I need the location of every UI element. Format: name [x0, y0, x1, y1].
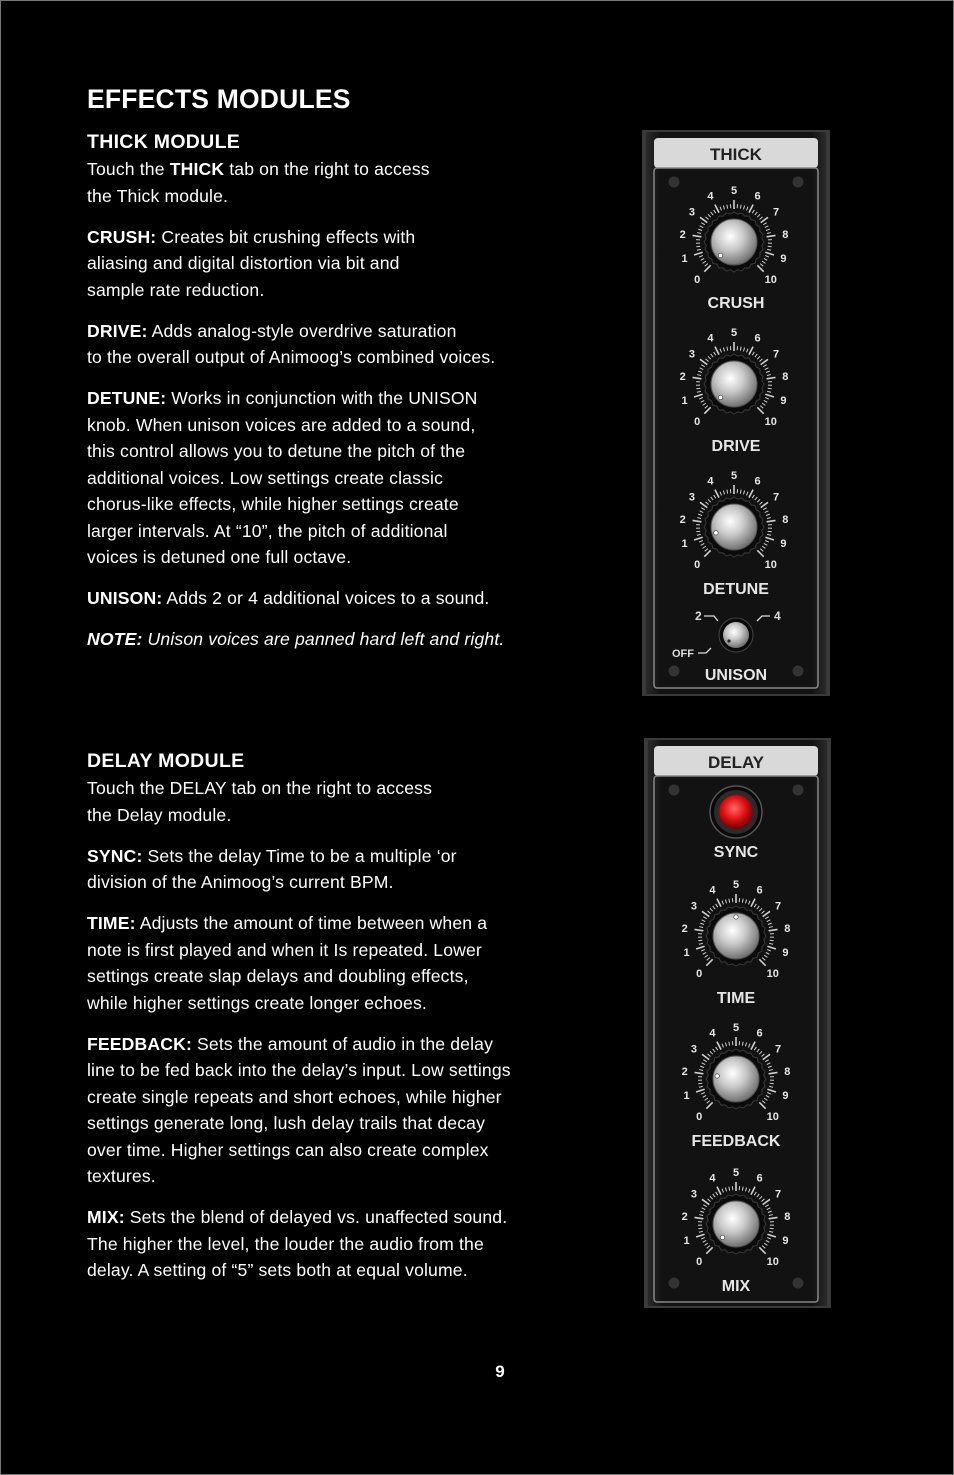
- unison-label: UNISON:: [87, 588, 163, 608]
- knob-scale-label: 10: [764, 415, 777, 428]
- knob-scale-label: 6: [756, 1027, 763, 1040]
- knob-minor-tick: [768, 246, 772, 247]
- thick-tab-label: THICK: [710, 145, 762, 164]
- knob-cap: [713, 1056, 759, 1102]
- thick-intro: [87, 156, 617, 209]
- knob-scale-label: 2: [679, 513, 686, 526]
- knob-scale-label: 1: [683, 1235, 690, 1248]
- knob-cap: [711, 361, 757, 407]
- drive-description: [87, 318, 617, 371]
- knob-scale-label: 0: [694, 415, 701, 428]
- knob-scale-label: 10: [764, 558, 777, 571]
- knob-scale-label: 3: [688, 491, 695, 504]
- feedback-description: [87, 1031, 617, 1190]
- mix-knob-label: MIX: [721, 1278, 751, 1295]
- delay-section: [87, 750, 617, 1298]
- screw-bottom-left: [668, 1277, 680, 1289]
- drive-label: DRIVE:: [87, 320, 148, 341]
- knob-scale-label: 10: [764, 273, 777, 286]
- knob-minor-tick: [768, 388, 772, 389]
- knob-scale-label: 1: [681, 253, 688, 266]
- mix-label: MIX:: [87, 1207, 125, 1227]
- knob-scale-label: 4: [709, 1172, 716, 1185]
- unison-note: [87, 626, 617, 653]
- thick-intro-post: tab on the right to access the Thick module.: [87, 159, 430, 206]
- knob-scale-label: 4: [707, 190, 714, 203]
- feedback-knob-label: FEEDBACK: [691, 1133, 781, 1150]
- screw-top-left: [668, 784, 680, 796]
- knob-scale-label: 3: [688, 206, 695, 219]
- knob-minor-tick: [768, 531, 772, 532]
- knob-scale-label: 8: [782, 228, 789, 241]
- knob-pointer: [714, 531, 718, 535]
- knob-scale-label: 7: [773, 348, 780, 361]
- knob-scale-label: 0: [696, 1255, 703, 1268]
- knob-scale-label: 1: [681, 538, 688, 551]
- knob-minor-tick: [698, 1228, 702, 1229]
- detune-label: DETUNE:: [87, 388, 167, 408]
- knob-scale-label: 7: [775, 1043, 782, 1056]
- knob-pointer: [718, 253, 722, 257]
- unison-description: [87, 585, 617, 612]
- knob-scale-label: 3: [690, 1043, 697, 1056]
- knob-scale-label: 8: [784, 1065, 791, 1078]
- mix-description: [87, 1204, 617, 1284]
- thick-intro-pre: Touch the: [87, 159, 170, 179]
- delay-panel-graphic: [644, 738, 831, 1308]
- drive-knob-label: DRIVE: [711, 438, 761, 455]
- knob-scale-label: 4: [709, 884, 716, 897]
- knob-minor-tick: [770, 1083, 774, 1084]
- knob-pointer: [720, 1235, 724, 1239]
- delay-intro: Touch the DELAY tab on the right to access the Delay module.: [87, 778, 433, 825]
- knob-scale-label: 4: [707, 332, 714, 345]
- screw-bottom-left: [668, 665, 680, 677]
- time-knob-label: TIME: [716, 990, 756, 1007]
- knob-scale-label: 1: [681, 395, 688, 408]
- thick-intro-bold: THICK: [169, 159, 225, 179]
- thick-panel-graphic: [642, 130, 830, 696]
- sync-label: SYNC:: [87, 845, 143, 866]
- screw-top-left: [668, 176, 680, 188]
- delay-module-panel: [644, 738, 831, 1308]
- knob-minor-tick: [770, 940, 774, 941]
- thick-section: [87, 131, 617, 667]
- page-title: EFFECTS MODULES: [87, 84, 351, 114]
- knob-scale-label: 2: [681, 922, 688, 935]
- delay-tab-label: DELAY: [707, 753, 765, 772]
- knob-minor-tick: [696, 246, 700, 247]
- knob-minor-tick: [698, 1083, 702, 1084]
- knob-scale-label: 8: [784, 922, 791, 935]
- knob-scale-label: 9: [782, 947, 789, 960]
- time-text: Adjusts the amount of time between when a note is first played and when it Is repeated. Lower settings create slap delays and doubling effects, while higher settings create longer echoes.: [87, 913, 488, 1013]
- delay-heading: DELAY MODULE: [87, 750, 245, 772]
- thick-heading: THICK MODULE: [87, 131, 241, 153]
- crush-knob-label: CRUSH: [707, 295, 765, 312]
- sync-text: Sets the delay Time to be a multiple ‘or division of the Animoog’s current BPM.: [87, 845, 457, 892]
- knob-scale-label: 9: [782, 1235, 789, 1248]
- knob-scale-label: 10: [766, 1255, 779, 1268]
- knob-pointer: [715, 1074, 719, 1078]
- thick-module-panel: [642, 130, 830, 696]
- knob-scale-label: 4: [709, 1027, 716, 1040]
- knob-pointer: [718, 395, 722, 399]
- knob-minor-tick: [770, 1228, 774, 1229]
- screw-bottom-right: [792, 665, 804, 677]
- mix-text: Sets the blend of delayed vs. unaffected sound. The higher the level, the louder the audio from the delay. A setting of “5” sets both at equal volume.: [87, 1207, 508, 1280]
- knob-scale-label: 0: [696, 967, 703, 980]
- knob-scale-label: 3: [690, 1188, 697, 1201]
- feedback-label: FEEDBACK:: [87, 1033, 192, 1054]
- knob-scale-label: 9: [780, 253, 787, 266]
- crush-label: CRUSH:: [87, 226, 157, 247]
- knob-scale-label: 2: [679, 370, 686, 383]
- knob-scale-label: 3: [688, 348, 695, 361]
- knob-scale-label: 6: [756, 1172, 763, 1185]
- knob-scale-label: 7: [775, 900, 782, 913]
- unison-switch[interactable]: [719, 618, 753, 652]
- knob-scale-label: 6: [754, 332, 761, 345]
- knob-scale-label: 0: [694, 273, 701, 286]
- knob-cap: [711, 504, 757, 550]
- sync-button-label: SYNC: [713, 844, 759, 861]
- knob-cap: [713, 1201, 759, 1247]
- knob-scale-label: 10: [766, 967, 779, 980]
- knob-scale-label: 9: [782, 1090, 789, 1103]
- knob-scale-label: 5: [730, 470, 738, 482]
- knob-scale-label: 8: [782, 370, 789, 383]
- page-number: 9: [495, 1362, 505, 1381]
- knob-scale-label: 1: [683, 1090, 690, 1103]
- knob-cap: [711, 219, 757, 265]
- sync-led: [719, 795, 753, 829]
- crush-text: Creates bit crushing effects with aliasing and digital distortion via bit and sample rate reduction.: [87, 226, 416, 300]
- note-text: Unison voices are panned hard left and right.: [142, 629, 505, 649]
- unison-4-label: 4: [774, 609, 781, 623]
- knob-scale-label: 1: [683, 947, 690, 960]
- knob-scale-label: 5: [732, 879, 740, 891]
- knob-scale-label: 7: [773, 491, 780, 504]
- knob-scale-label: 5: [730, 185, 738, 197]
- knob-scale-label: 6: [754, 190, 761, 203]
- detune-text: Works in conjunction with the UNISON knob. When unison voices are added to a sound, this control allows you to detune the pitch of the additional voices. Low settings create classic chorus-like effects, while higher settings create larger intervals. At “10”, the pitch of additional voices is detuned one full octave.: [87, 388, 478, 567]
- knob-scale-label: 3: [690, 900, 697, 913]
- unison-text: Adds 2 or 4 additional voices to a sound.: [162, 588, 490, 608]
- knob-scale-label: 0: [696, 1110, 703, 1123]
- knob-scale-label: 10: [766, 1110, 779, 1123]
- knob-scale-label: 7: [775, 1188, 782, 1201]
- time-description: [87, 910, 617, 1016]
- time-label: TIME:: [87, 913, 136, 933]
- knob-scale-label: 7: [773, 206, 780, 219]
- screw-top-right: [792, 176, 804, 188]
- knob-scale-label: 8: [784, 1210, 791, 1223]
- screw-bottom-right: [792, 1277, 804, 1289]
- unison-off-label: OFF: [672, 648, 694, 660]
- detune-description: [87, 385, 617, 571]
- knob-scale-label: 6: [756, 884, 763, 897]
- drive-text: Adds analog-style overdrive saturation to the overall output of Animoog’s combined voices.: [87, 320, 496, 367]
- knob-scale-label: 4: [707, 475, 714, 488]
- knob-scale-label: 8: [782, 513, 789, 526]
- knob-scale-label: 9: [780, 395, 787, 408]
- sync-button[interactable]: [710, 786, 762, 838]
- knob-scale-label: 5: [730, 327, 738, 339]
- knob-minor-tick: [696, 531, 700, 532]
- knob-scale-label: 2: [679, 228, 686, 241]
- feedback-text: Sets the amount of audio in the delay line to be fed back into the delay’s input. Low settings create single repeats and short echoes, while higher settings generate long, lush delay trails that decay over time. Higher settings can also create complex textures.: [87, 1033, 511, 1186]
- unison-knob-label: UNISON: [704, 667, 768, 684]
- knob-scale-label: 9: [780, 538, 787, 551]
- knob-pointer: [734, 915, 738, 919]
- knob-scale-label: 0: [694, 558, 701, 571]
- sync-description: [87, 843, 617, 896]
- knob-scale-label: 5: [732, 1022, 740, 1034]
- knob-minor-tick: [696, 388, 700, 389]
- detune-knob-label: DETUNE: [703, 581, 769, 598]
- unison-2-label: 2: [695, 609, 702, 623]
- note-label: NOTE:: [87, 629, 143, 649]
- knob-scale-label: 6: [754, 475, 761, 488]
- knob-scale-label: 5: [732, 1167, 740, 1179]
- knob-minor-tick: [698, 940, 702, 941]
- knob-cap: [713, 913, 759, 959]
- screw-top-right: [792, 784, 804, 796]
- knob-scale-label: 2: [681, 1210, 688, 1223]
- knob-scale-label: 2: [681, 1065, 688, 1078]
- crush-description: [87, 224, 617, 304]
